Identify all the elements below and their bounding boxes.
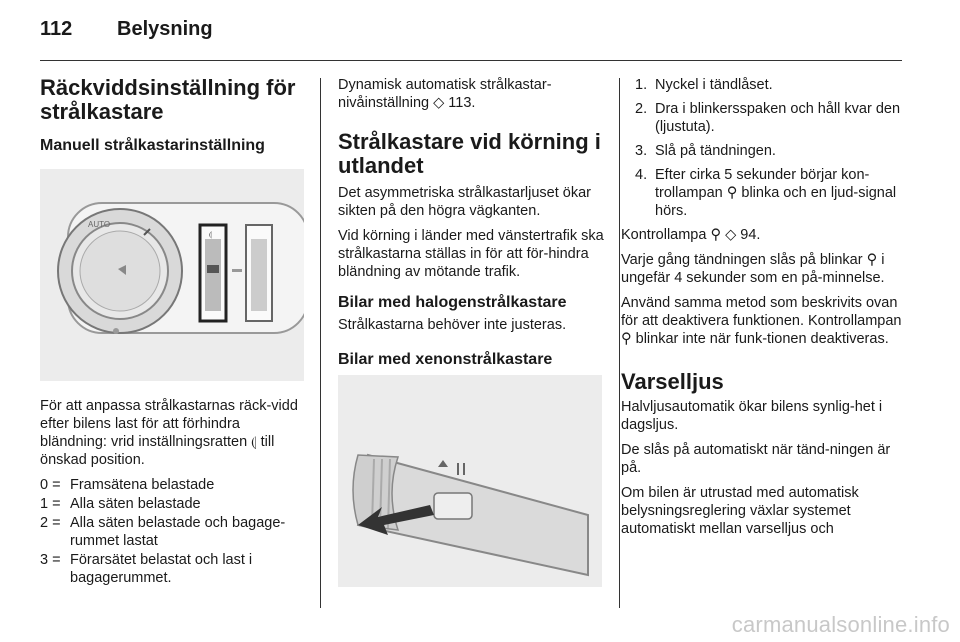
- list-item: 4. Efter cirka 5 sekunder börjar kon-trollampan ⚲ blinka och en ljud-signal hörs.: [635, 167, 897, 219]
- light-switch-figure: [40, 169, 304, 381]
- asymmetric-text: Det asymmetriska strålkastarljuset ökar sikten på den högra vägkanten.: [338, 185, 592, 219]
- subsection-manual-adjustment: Manuell strålkastarinställning: [40, 137, 265, 154]
- list-item: 1. Nyckel i tändlåset.: [635, 77, 773, 93]
- deactivate-text: Använd samma metod som beskrivits ovan för att deaktivera funktionen. Kontrollampan ⚲ blinkar inte när funk-tionen deaktiveras.: [621, 295, 902, 347]
- list-item: 0 = Framsätena belastade: [40, 477, 215, 493]
- reminder-text: Varje gång tändningen slås på blinkar ⚲ i ungefär 4 sekunder som en på-minnelse.: [621, 252, 885, 286]
- light-switch-illustration: [40, 169, 304, 381]
- list-item: 1 = Alla säten belastade: [40, 496, 201, 512]
- watermark: carmanualsonline.info: [731, 612, 950, 637]
- lever-illustration: [338, 375, 602, 587]
- dynamic-levelling-ref: Dynamisk automatisk strålkastar-nivåinställning ◇ 113.: [338, 77, 552, 111]
- daytime-text-1: Halvljusautomatik ökar bilens synlig-het i dagsljus.: [621, 399, 883, 433]
- halogen-text: Strålkastarna behöver inte justeras.: [338, 317, 567, 333]
- section-title-abroad: Strålkastare vid körning i utlandet: [338, 129, 601, 178]
- section-title-daytime-lights: Varselljus: [621, 369, 724, 394]
- list-item: 2. Dra i blinkersspaken och håll kvar den (ljustuta).: [635, 101, 901, 135]
- section-title-headlight-range: Räckviddsinställning för strålkastare: [40, 75, 296, 124]
- auto-label: AUTO: [88, 220, 111, 229]
- activation-steps: [621, 76, 903, 220]
- page-number: 112: [40, 18, 73, 40]
- load-positions-list: [40, 476, 304, 587]
- list-item: 3 = Förarsätet belastat och last i bagagerummet.: [40, 552, 253, 586]
- column-divider-2: [619, 78, 620, 608]
- subsection-halogen: Bilar med halogenstrålkastare: [338, 294, 567, 311]
- chapter-title: Belysning: [117, 18, 213, 40]
- list-item: 2 = Alla säten belastade och bagage-rummet lastat: [40, 515, 286, 549]
- daytime-text-2: De slås på automatiskt när tänd-ningen är på.: [621, 442, 891, 476]
- column-divider-1: [320, 78, 321, 608]
- turn-signal-lever-figure: [338, 375, 602, 587]
- list-item: 3. Slå på tändningen.: [635, 143, 776, 159]
- adjustment-instruction: För att anpassa strålkastarnas räck-vidd efter bilens last för att förhindra bländning: vrid inställningsratten ⦇ till önskad position.: [40, 398, 298, 468]
- left-traffic-text: Vid körning i länder med vänstertrafik ska strålkastarna ställas in för att för-hindra bländning av mötande trafik.: [338, 228, 604, 280]
- column-1: [40, 76, 304, 593]
- header-rule: [40, 60, 902, 61]
- subsection-xenon: Bilar med xenonstrålkastare: [338, 351, 553, 368]
- column-3: [621, 76, 903, 545]
- column-2: [338, 76, 604, 587]
- control-lamp-ref: Kontrollampa ⚲ ◇ 94.: [621, 227, 761, 243]
- daytime-text-3: Om bilen är utrustad med automatisk belysningsreglering växlar systemet automatiskt mellan varselljus och: [621, 485, 859, 537]
- svg-text:⦇: ⦇: [209, 230, 212, 239]
